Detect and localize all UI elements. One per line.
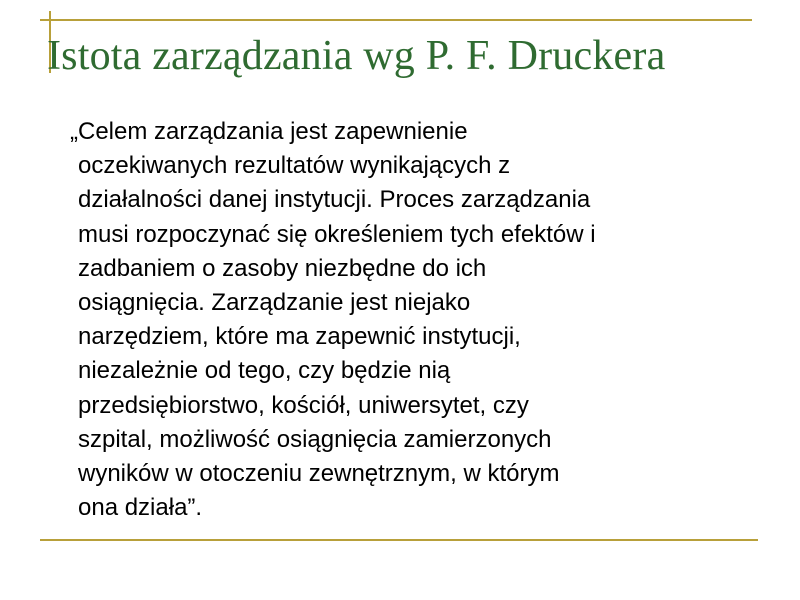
quote-line-12: ona działa”.: [78, 494, 203, 522]
quote-line-8: niezależnie od tego, czy będzie nią: [78, 357, 451, 385]
bottom-divider: [40, 539, 758, 541]
quote-line-4: musi rozpoczynać się określeniem tych efektów i: [78, 220, 596, 248]
quote-line-2: oczekiwanych rezultatów wynikających z: [78, 152, 511, 180]
quote-line-7: narzędziem, które ma zapewnić instytucji,: [78, 323, 521, 351]
quote-text: [70, 115, 768, 525]
quote-line-6: osiągnięcia. Zarządzanie jest niejako: [78, 289, 471, 317]
quote-line-1: „Celem zarządzania jest zapewnienie: [70, 118, 468, 145]
slide-title: Istota zarządzania wg P. F. Druckera: [47, 33, 666, 79]
quote-line-9: przedsiębiorstwo, kościół, uniwersytet, czy: [78, 391, 529, 419]
top-divider: [40, 19, 752, 21]
quote-line-3: działalności danej instytucji. Proces zarządzania: [78, 186, 591, 214]
quote-line-5: zadbaniem o zasoby niezbędne do ich: [78, 254, 487, 282]
quote-line-10: szpital, możliwość osiągnięcia zamierzonych: [78, 425, 552, 453]
quote-line-11: wyników w otoczeniu zewnętrznym, w którym: [78, 460, 560, 488]
